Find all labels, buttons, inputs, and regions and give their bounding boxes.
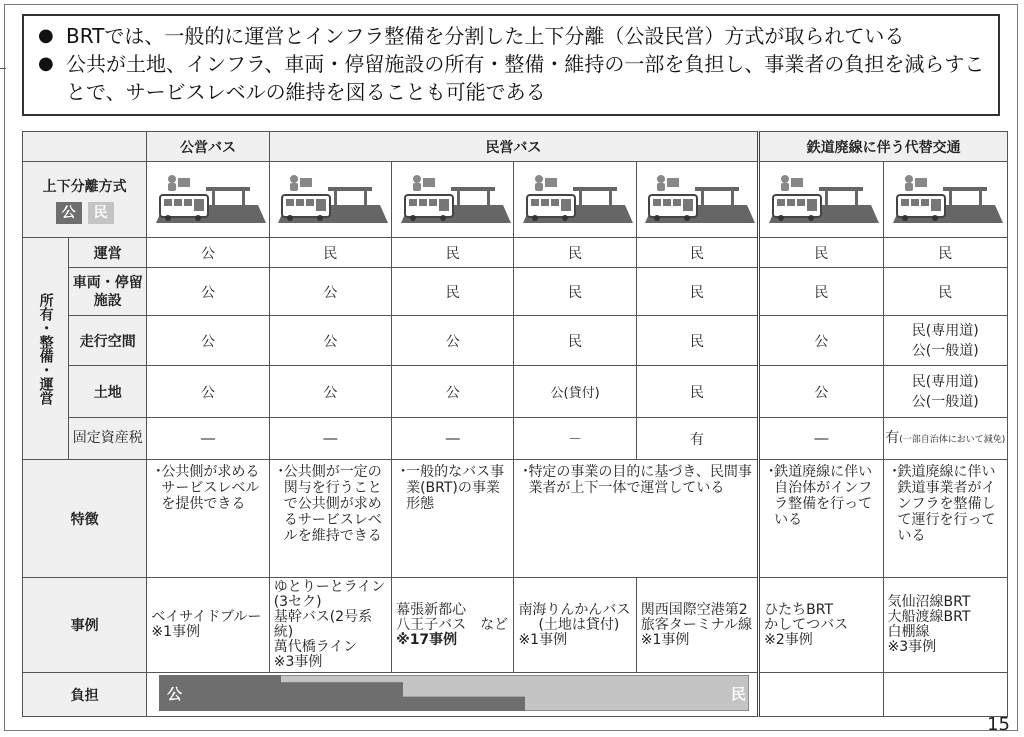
feature-text-3: 一般的なバス事業(BRT)の事業形態 bbox=[406, 464, 505, 512]
cell-vehicles-2: 公 bbox=[269, 268, 391, 316]
illustration-cell-6 bbox=[759, 162, 883, 238]
example-line: 関西国際空港第2 bbox=[640, 601, 748, 618]
burden-public-label: 公 bbox=[167, 684, 183, 703]
illustration-cell-3 bbox=[392, 162, 514, 238]
cell-road-4: 民 bbox=[514, 316, 636, 366]
feature-cell-1: ・ 公共側が求めるサービスレベルを提供できる bbox=[147, 460, 269, 578]
cell-road-6: 公 bbox=[759, 316, 883, 366]
tax-main-value: 有 bbox=[885, 430, 900, 446]
feature-cell-3: ・ 一般的なバス事業(BRT)の事業形態 bbox=[392, 460, 514, 578]
cell-land-7: 民(専用道) 公(一般道) bbox=[883, 366, 1007, 418]
feature-text-1: 公共側が求めるサービスレベルを提供できる bbox=[161, 464, 260, 512]
burden-bar bbox=[159, 675, 749, 711]
example-count: ※3事例 bbox=[273, 654, 323, 670]
feature-cell-6: ・ 鉄道廃線に伴い鉄道事業者がインフラを整備して運行を行っている bbox=[883, 460, 1007, 578]
cell-vehicles-5: 民 bbox=[636, 268, 758, 316]
feature-text-4: 特定の事業の目的に基づき、民間事業者が上下一体で運営している bbox=[528, 464, 752, 496]
bus-stop-illustration bbox=[639, 173, 755, 227]
cell-operation-3: 民 bbox=[392, 238, 514, 268]
example-line: 白棚線 bbox=[887, 624, 930, 640]
example-cell-7 bbox=[883, 578, 1007, 673]
bus-stop-illustration bbox=[395, 173, 511, 227]
example-line: 南海りんかんバス bbox=[518, 601, 631, 618]
feature-text-6: 鉄道廃線に伴い鉄道事業者がインフラを整備して運行を行っている bbox=[897, 464, 996, 544]
cell-vehicles-7: 民 bbox=[883, 268, 1007, 316]
group-label-text: 所有・整備・運営 bbox=[37, 292, 54, 405]
tax-exemption-note: (一部自治体において減免) bbox=[899, 435, 1006, 445]
cell-operation-5: 民 bbox=[636, 238, 758, 268]
example-line: 八王子バス など bbox=[396, 616, 509, 633]
cell-road-5: 民 bbox=[636, 316, 758, 366]
summary-bullet-2: ● 公共が土地、インフラ、車両・停留施設の所有・整備・維持の一部を負担し、事業者の負担を減らすことで、サービスレベルの維持を図ることも可能である bbox=[36, 50, 986, 106]
cell-tax-7 bbox=[883, 418, 1007, 460]
example-cell-1 bbox=[147, 578, 269, 673]
feature-text-2: 公共側が一定の関与を行うことで公共側が求めるサービスレベルを維持できる bbox=[283, 464, 382, 544]
cell-road-1: 公 bbox=[147, 316, 269, 366]
example-line: ベイサイドブルー bbox=[151, 609, 262, 625]
example-line: (土地は貸付) bbox=[538, 616, 620, 633]
legend-private-box: 民 bbox=[88, 202, 114, 224]
feature-cell-2: ・ 公共側が一定の関与を行うことで公共側が求めるサービスレベルを維持できる bbox=[269, 460, 391, 578]
row-label-examples: 事例 bbox=[23, 578, 147, 673]
burden-public-step bbox=[281, 682, 403, 711]
cell-land-2: 公 bbox=[269, 366, 391, 418]
cell-tax-2: ― bbox=[269, 418, 391, 460]
example-count: ※1事例 bbox=[518, 631, 568, 648]
burden-private-label: 民 bbox=[731, 684, 747, 703]
bus-stop-illustration bbox=[150, 173, 266, 227]
legend-public-box: 公 bbox=[56, 202, 82, 224]
cell-operation-6: 民 bbox=[759, 238, 883, 268]
example-count: ※1事例 bbox=[151, 624, 200, 640]
example-cell-3 bbox=[392, 578, 514, 673]
cell-road-2: 公 bbox=[269, 316, 391, 366]
illustration-cell-5 bbox=[636, 162, 758, 238]
cell-land-5: 民 bbox=[636, 366, 758, 418]
row-label-separation bbox=[23, 162, 147, 238]
cell-operation-7: 民 bbox=[883, 238, 1007, 268]
cell-operation-2: 民 bbox=[269, 238, 391, 268]
cell-road-3: 公 bbox=[392, 316, 514, 366]
cell-vehicles-4: 民 bbox=[514, 268, 636, 316]
cell-vehicles-6: 民 bbox=[759, 268, 883, 316]
burden-empty-cell-1 bbox=[759, 673, 883, 717]
cell-tax-5: 有 bbox=[636, 418, 758, 460]
cell-land-1: 公 bbox=[147, 366, 269, 418]
example-line: かしてつバス bbox=[764, 616, 849, 633]
example-line: ゆとりーとライン(3セク) bbox=[273, 579, 386, 610]
cell-tax-3: ― bbox=[392, 418, 514, 460]
feature-cell-5: ・ 鉄道廃線に伴い自治体がインフラ整備を行っている bbox=[759, 460, 883, 578]
summary-bullet-1: ● BRTでは、一般的に運営とインフラ整備を分割した上下分離（公設民営）方式が取られている bbox=[36, 22, 986, 50]
example-line: 大船渡線BRT bbox=[887, 609, 971, 625]
illustration-cell-1 bbox=[147, 162, 269, 238]
example-count: ※1事例 bbox=[640, 631, 690, 648]
bus-stop-illustration bbox=[763, 173, 879, 227]
corner-cell bbox=[23, 132, 147, 162]
burden-empty-cell-2 bbox=[883, 673, 1007, 717]
example-line: 旅客ターミナル線 bbox=[640, 616, 753, 633]
bus-stop-illustration bbox=[272, 173, 388, 227]
header-rail-replacement: 鉄道廃線に伴う代替交通 bbox=[759, 132, 1008, 162]
header-public-bus: 公営バス bbox=[147, 132, 269, 162]
example-count: ※2事例 bbox=[764, 631, 813, 648]
cell-land-4: 公(貸付) bbox=[514, 366, 636, 418]
comparison-table bbox=[22, 131, 1008, 717]
row-label-features: 特徴 bbox=[23, 460, 147, 578]
illustration-cell-2 bbox=[269, 162, 391, 238]
example-cell-4 bbox=[514, 578, 636, 673]
example-line: 気仙沼線BRT bbox=[887, 594, 971, 610]
feature-text-5: 鉄道廃線に伴い自治体がインフラ整備を行っている bbox=[774, 464, 873, 528]
cell-vehicles-3: 民 bbox=[392, 268, 514, 316]
cell-land-3: 公 bbox=[392, 366, 514, 418]
cell-operation-1: 公 bbox=[147, 238, 269, 268]
example-line: 幕張新都心 bbox=[396, 601, 467, 618]
margin-tick bbox=[0, 68, 6, 69]
separation-label: 上下分離方式 bbox=[42, 178, 127, 195]
summary-box bbox=[22, 14, 1000, 116]
example-line: ひたちBRT bbox=[764, 601, 834, 618]
cell-road-7: 民(専用道) 公(一般道) bbox=[883, 316, 1007, 366]
cell-tax-6: ― bbox=[759, 418, 883, 460]
row-label-vehicles: 車両・停留施設 bbox=[69, 268, 147, 316]
example-count: ※3事例 bbox=[887, 639, 937, 655]
cell-land-6: 公 bbox=[759, 366, 883, 418]
row-label-tax: 固定資産税 bbox=[69, 418, 147, 460]
row-group-label bbox=[23, 238, 69, 460]
example-cell-2 bbox=[269, 578, 391, 673]
bus-stop-illustration bbox=[887, 173, 1003, 227]
illustration-cell-4 bbox=[514, 162, 636, 238]
cell-operation-4: 民 bbox=[514, 238, 636, 268]
cell-tax-4: － bbox=[514, 418, 636, 460]
row-label-land: 土地 bbox=[69, 366, 147, 418]
example-line: 萬代橋ライン bbox=[273, 639, 358, 655]
illustration-cell-7 bbox=[883, 162, 1007, 238]
row-label-road: 走行空間 bbox=[69, 316, 147, 366]
burden-public-step bbox=[403, 696, 525, 710]
feature-cell-4: ・ 特定の事業の目的に基づき、民間事業者が上下一体で運営している bbox=[514, 460, 759, 578]
page-number: 15 bbox=[987, 714, 1010, 735]
bus-stop-illustration bbox=[517, 173, 633, 227]
cell-vehicles-1: 公 bbox=[147, 268, 269, 316]
example-cell-5 bbox=[636, 578, 758, 673]
burden-cell bbox=[147, 673, 759, 717]
example-count: ※17事例 bbox=[396, 631, 458, 648]
row-label-operation: 運営 bbox=[69, 238, 147, 268]
example-line: 基幹バス(2号系統) bbox=[273, 609, 373, 640]
example-cell-6 bbox=[759, 578, 883, 673]
row-label-burden: 負担 bbox=[23, 673, 147, 717]
cell-tax-1: ― bbox=[147, 418, 269, 460]
header-private-bus: 民営バス bbox=[269, 132, 758, 162]
